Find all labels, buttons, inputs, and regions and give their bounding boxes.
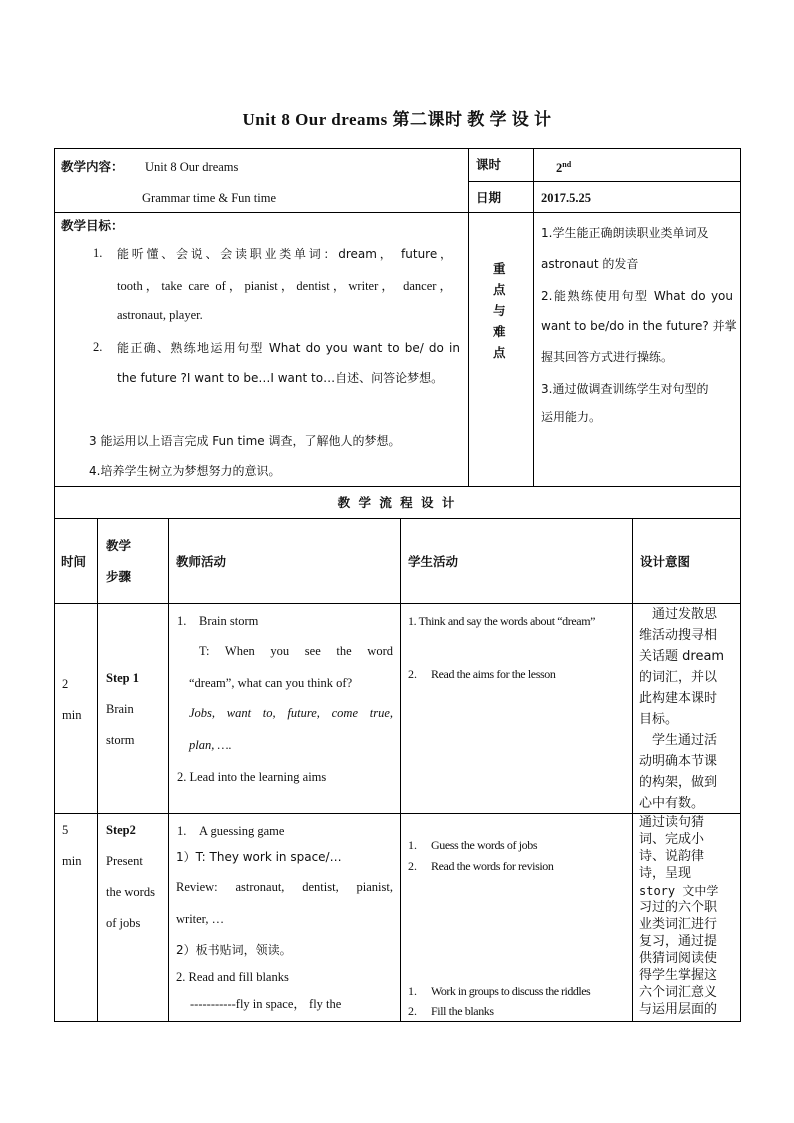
teacher-line: 1. <box>177 824 187 838</box>
row-step-title: Step 1 <box>106 671 139 685</box>
intent-line: 维活动搜寻相 <box>639 628 718 643</box>
goals-label: 教学目标： <box>61 218 124 233</box>
col-header-teacher: 教师活动 <box>176 554 227 569</box>
teacher-line: writer, … <box>176 912 225 926</box>
teacher-line: 2. Read and fill blanks <box>176 970 289 984</box>
date-value: 2017.5.25 <box>541 191 591 205</box>
date-label: 日期 <box>476 190 502 205</box>
student-line: 2. <box>408 667 417 681</box>
row-step-line: storm <box>106 733 135 747</box>
teacher-line: 1）T: They work in space/… <box>176 850 342 864</box>
intent-line: 复习，通过提 <box>639 934 718 949</box>
col-header-step: 教学 <box>106 538 132 553</box>
goal-2-line-2: the future ?I want to be…I want to…自述、问答论梦想。 <box>117 371 444 385</box>
student-line: 2. <box>408 1004 417 1018</box>
content-line-1: Unit 8 Our dreams <box>145 160 239 174</box>
intent-line: 通过发散思 <box>652 607 718 622</box>
document-title: Unit 8 Our dreams 第二课时 教 学 设 计 <box>242 110 552 129</box>
teacher-line: Review: astronaut, dentist, pianist, <box>176 880 393 894</box>
teacher-line: “dream”, what can you think of? <box>189 676 353 690</box>
student-line: 2. <box>408 859 417 873</box>
intent-line: 目标。 <box>639 712 679 727</box>
row-step-line: of jobs <box>106 916 141 930</box>
goal-3: 3 能运用以上语言完成 Fun time 调查，了解他人的梦想。 <box>89 434 401 448</box>
student-line: Guess the words of jobs <box>431 838 538 852</box>
teacher-line: 1. <box>177 614 187 628</box>
student-line: 1. <box>408 838 417 852</box>
intent-line: 学生通过活 <box>652 733 718 748</box>
intent-line: 关话题 dream <box>639 649 725 664</box>
teacher-line: 2. Lead into the learning aims <box>177 770 327 784</box>
teacher-line: Brain storm <box>199 614 259 628</box>
intent-line: 六个词汇意义 <box>639 985 718 1000</box>
intent-line: 动明确本节课 <box>639 754 718 769</box>
row-time-unit: min <box>62 854 82 868</box>
intent-line: 的词汇，并以 <box>639 670 718 685</box>
student-line: 1. Think and say the words about “dream” <box>408 614 596 628</box>
row-time-unit: min <box>62 708 82 722</box>
teacher-line: A guessing game <box>199 824 285 838</box>
lesson-value: 2nd <box>556 160 572 176</box>
col-header-student: 学生活动 <box>408 554 459 569</box>
col-header-time: 时间 <box>61 554 87 569</box>
intent-line: 诗，呈现 <box>639 866 692 881</box>
flow-title: 教 学 流 程 设 计 <box>337 495 457 510</box>
student-line: 1. <box>408 984 417 998</box>
goal-2-line-1: 能正确、熟练地运用句型 What do you want to be/ do in <box>117 341 460 355</box>
row-step-line: Brain <box>106 702 134 716</box>
intent-line: 得学生掌握这 <box>639 968 718 983</box>
teacher-line: -----------fly in space， fly the <box>190 997 342 1011</box>
student-line: Work in groups to discuss the riddles <box>431 984 591 998</box>
focus-line: 1.学生能正确朗读职业类单词及 <box>541 226 709 240</box>
goal-1-number: 1. <box>93 246 103 260</box>
intent-line: 诗、说韵律 <box>639 849 705 864</box>
col-header-step-2: 步骤 <box>106 569 132 584</box>
focus-line: 3.通过做调查训练学生对句型的 <box>541 382 709 396</box>
focus-line: want to be/do in the future? 并掌 <box>541 319 737 333</box>
focus-line: 2.能熟练使用句型 What do you <box>541 289 733 303</box>
intent-line: 与运用层面的 <box>639 1002 718 1017</box>
content-line-2: Grammar time & Fun time <box>142 191 277 205</box>
focus-line: 运用能力。 <box>541 410 602 424</box>
focus-label-char: 点 <box>493 282 506 297</box>
intent-line: 此构建本课时 <box>639 691 718 706</box>
row-step-line: Present <box>106 854 143 868</box>
student-line: Read the aims for the lesson <box>431 667 556 681</box>
intent-line: 供猜词阅读使 <box>639 951 718 966</box>
focus-label-char: 与 <box>493 303 506 318</box>
goal-1-line-1: 能听懂、会说、会读职业类单词：dream， future， <box>117 247 452 261</box>
intent-line: story 文中学 <box>639 884 719 898</box>
lesson-label: 课时 <box>476 157 502 172</box>
row-time: 5 <box>62 823 69 837</box>
intent-line: 通过读句猜 <box>639 815 705 830</box>
row-step-line: the words <box>106 885 155 899</box>
goal-2-number: 2. <box>93 340 103 354</box>
teacher-line: Jobs, want to, future, come true, <box>189 706 393 720</box>
teacher-line: 2）板书贴词，领读。 <box>176 943 292 957</box>
goal-4: 4.培养学生树立为梦想努力的意识。 <box>89 464 281 478</box>
intent-line: 心中有数。 <box>639 796 705 811</box>
focus-label-char: 点 <box>493 345 506 360</box>
intent-line: 词、完成小 <box>639 832 705 847</box>
student-line: Read the words for revision <box>431 859 554 873</box>
focus-line: astronaut 的发音 <box>541 257 639 271</box>
focus-line: 握其回答方式进行操练。 <box>541 350 674 364</box>
intent-line: 习过的六个职 <box>639 900 718 915</box>
content-label: 教学内容： <box>61 159 124 174</box>
teacher-line: plan, …. <box>189 738 232 752</box>
col-header-intent: 设计意图 <box>640 554 691 569</box>
row-time: 2 <box>62 677 69 691</box>
focus-label-char: 重 <box>493 261 506 276</box>
intent-line: 业类词汇进行 <box>639 917 718 932</box>
goal-1-line-2: tooth，take care of，pianist，dentist，writer， dancer， <box>117 279 452 293</box>
student-line: Fill the blanks <box>431 1004 494 1018</box>
teacher-line: T: When you see the word <box>199 644 393 658</box>
goal-1-line-3: astronaut, player. <box>117 308 203 322</box>
row-step-title: Step2 <box>106 823 136 837</box>
intent-line: 的构架，做到 <box>639 775 718 790</box>
focus-label-char: 难 <box>493 324 506 339</box>
